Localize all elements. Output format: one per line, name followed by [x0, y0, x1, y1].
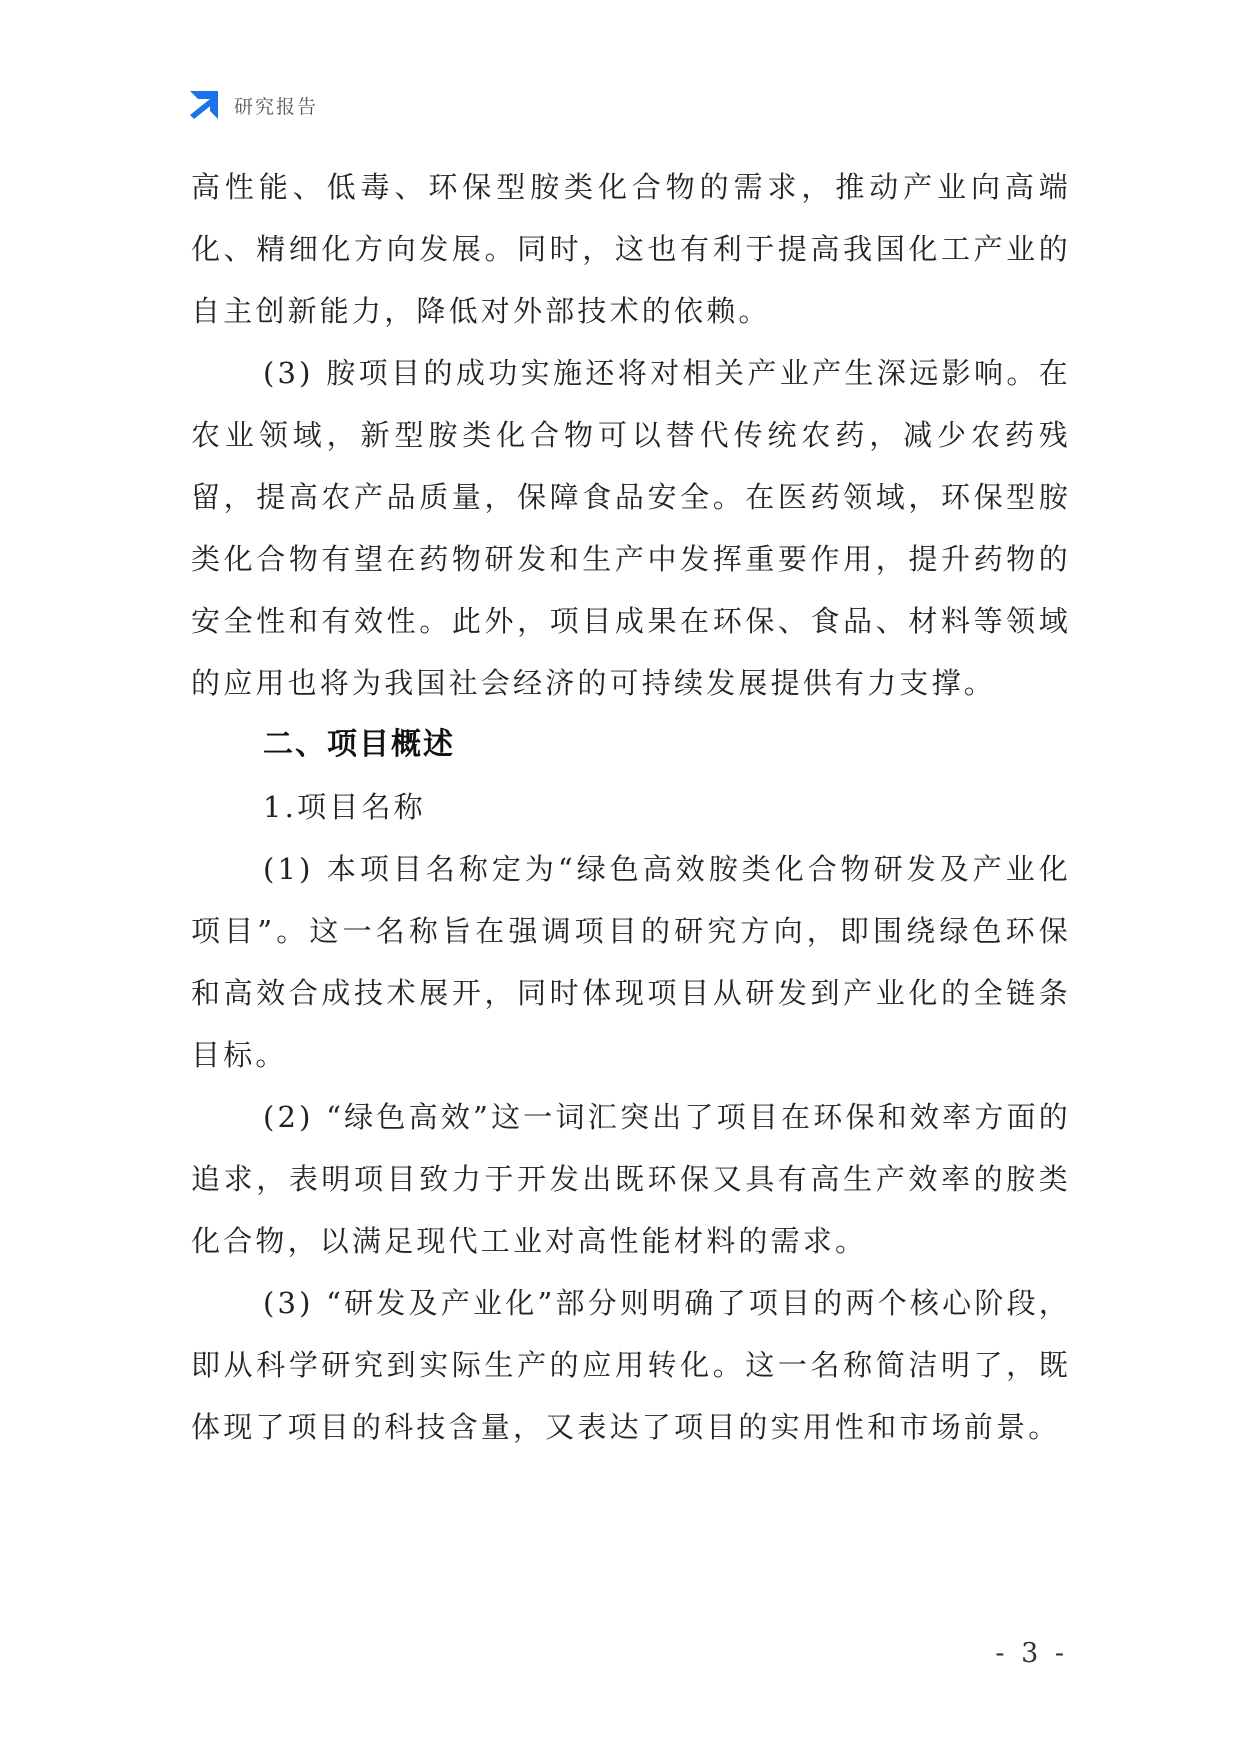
paragraph-impact: (3) 胺项目的成功实施还将对相关产业产生深远影响。在农业领域，新型胺类化合物可以替代传统农药，减少农药残留，提高农产品质量，保障食品安全。在医药领域，环保型胺类化合物有望在药物研发和生产中发挥重要作用，提升药物的安全性和有效性。此外，项目成果在环保、食品、材料等领域的应用也将为我国社会经济的可持续发展提供有力支撑。: [191, 356, 1071, 700]
document-body: [191, 156, 1071, 1458]
arrow-up-right-icon: [188, 89, 220, 121]
page-number: - 3 -: [995, 1638, 1068, 1669]
paragraph-name-2: (2) “绿色高效”这一词汇突出了项目在环保和效率方面的追求，表明项目致力于开发出既环保又具有高生产效率的胺类化合物，以满足现代工业对高性能材料的需求。: [191, 1100, 1071, 1258]
paragraph-name-1: (1) 本项目名称定为“绿色高效胺类化合物研发及产业化项目”。这一名称旨在强调项目的研究方向，即围绕绿色环保和高效合成技术展开，同时体现项目从研发到产业化的全链条目标。: [191, 852, 1071, 1072]
section-heading: 二、项目概述: [263, 727, 455, 762]
header-title: 研究报告: [234, 95, 319, 118]
page-header: [188, 88, 318, 122]
paragraph-name-3: (3) “研发及产业化”部分则明确了项目的两个核心阶段，即从科学研究到实际生产的应用转化。这一名称简洁明了，既体现了项目的科技含量，又表达了项目的实用性和市场前景。: [191, 1286, 1071, 1444]
subsection-heading: 1.项目名称: [263, 790, 426, 824]
paragraph-continued: 高性能、低毒、环保型胺类化合物的需求，推动产业向高端化、精细化方向发展。同时，这也有利于提高我国化工产业的自主创新能力，降低对外部技术的依赖。: [191, 170, 1071, 328]
